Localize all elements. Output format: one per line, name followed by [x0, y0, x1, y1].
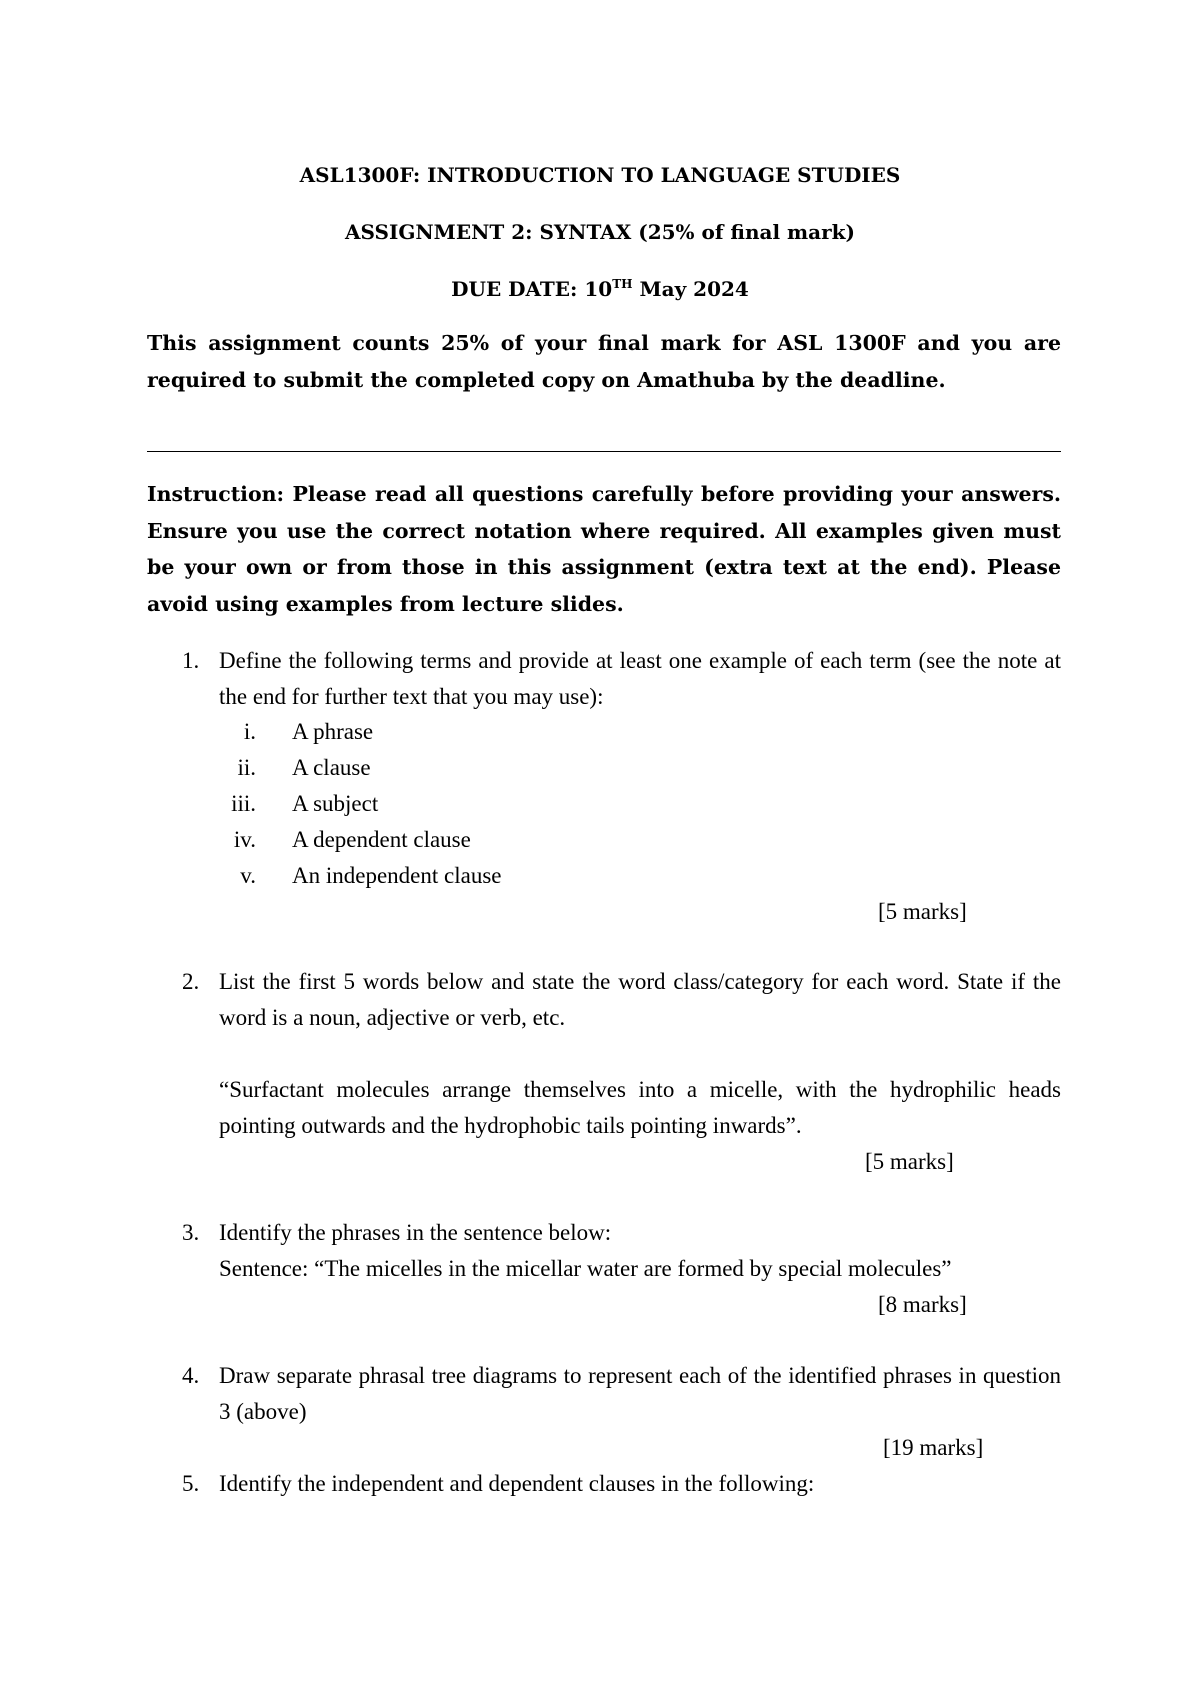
question-1-subitem-numeral: ii. [237, 755, 256, 780]
question-1-subitem-numeral: iii. [231, 791, 256, 816]
question-1-text: Define the following terms and provide at least one example of each term (see the note at the end for further text that you may use): [219, 648, 1061, 709]
intro-paragraph: This assignment counts 25% of your final mark for ASL 1300F and you are required to submit the completed copy on Amathuba by the deadline. [147, 331, 1061, 392]
question-1-subitem-numeral: iv. [233, 827, 256, 852]
question-2-marks: [5 marks] [865, 1149, 954, 1174]
question-1-subitem-text: An independent clause [292, 863, 502, 888]
due-date-prefix: DUE DATE: 10 [451, 277, 613, 301]
divider-line [147, 451, 1061, 452]
question-3-marks: [8 marks] [878, 1292, 967, 1317]
question-1-subitem-text: A clause [292, 755, 371, 780]
question-1-subitem-numeral: i. [243, 719, 256, 744]
question-2-text: List the first 5 words below and state the word class/category for each word. State if the word is a noun, adjective or verb, etc. [219, 969, 1061, 1030]
due-date-suffix: May 2024 [632, 277, 749, 301]
question-1-subitem-text: A phrase [292, 719, 374, 744]
question-4-number: 4. [182, 1363, 200, 1388]
question-1-number: 1. [182, 648, 200, 673]
instruction-paragraph: Instruction: Please read all questions carefully before providing your answers. Ensure you use the correct notation where required. All examples given must be your own or from those in this assignment (extra text at the end). Please avoid using examples from lecture slides. [147, 482, 1061, 616]
question-5-text: Identify the independent and dependent clauses in the following: [219, 1471, 815, 1496]
course-title: ASL1300F: INTRODUCTION TO LANGUAGE STUDIES [299, 163, 901, 187]
question-3-number: 3. [182, 1220, 200, 1245]
question-1-subitem-text: A subject [292, 791, 379, 816]
question-1-marks: [5 marks] [878, 899, 967, 924]
question-1-subitem-numeral: v. [240, 863, 256, 888]
question-5-number: 5. [182, 1471, 200, 1496]
assignment-title: ASSIGNMENT 2: SYNTAX (25% of final mark) [345, 220, 855, 244]
question-3-text: Identify the phrases in the sentence below: [219, 1220, 612, 1245]
question-2-quote: “Surfactant molecules arrange themselves into a micelle, with the hydrophilic heads pointing outwards and the hydrophobic tails pointing inwards”. [219, 1077, 1061, 1138]
question-4-text: Draw separate phrasal tree diagrams to represent each of the identified phrases in question 3 (above) [219, 1363, 1061, 1424]
due-date [0, 275, 1200, 303]
question-2-number: 2. [182, 969, 200, 994]
question-4-marks: [19 marks] [883, 1435, 984, 1460]
due-date-superscript: TH [612, 277, 633, 291]
question-1-subitem-text: A dependent clause [292, 827, 471, 852]
question-3-sentence: Sentence: “The micelles in the micellar water are formed by special molecules” [219, 1256, 952, 1281]
